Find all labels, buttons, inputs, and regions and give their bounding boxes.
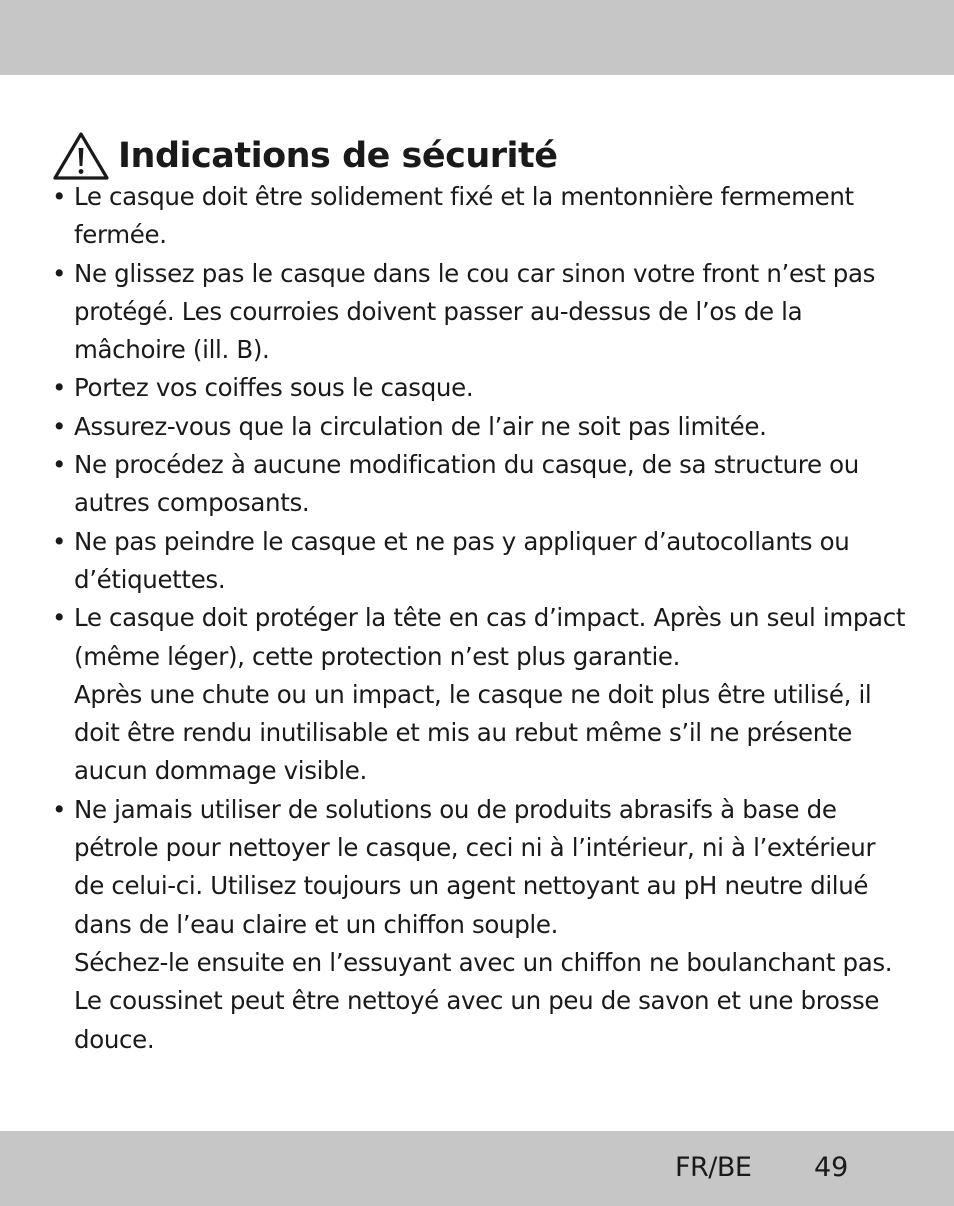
item-paragraph: Ne glissez pas le casque dans le cou car sinon votre front n’est pas protégé. Les courroies doivent passer au-dessus de l’os de la mâchoire (ill. B). (74, 258, 876, 365)
list-item (52, 599, 912, 790)
page-title: Indications de sécurité (118, 136, 558, 176)
top-band (0, 0, 954, 75)
bullet-icon: • (52, 373, 67, 403)
list-item (52, 178, 912, 255)
item-paragraph: Le casque doit être solidement fixé et la mentonnière fermement fermée. (74, 182, 854, 250)
bullet-icon: • (52, 411, 67, 441)
item-paragraph: Assurez-vous que la circulation de l’air ne soit pas limitée. (74, 411, 767, 441)
item-paragraph: Ne jamais utiliser de solutions ou de produits abrasifs à base de pétrole pour nettoyer le casque, ceci ni à l’intérieur, ni à l’extérieur de celui-ci. Utilisez toujours un agent nettoyant au pH neutre dilué dans de l’eau claire et un chiffon souple. (74, 794, 876, 939)
list-item (52, 369, 912, 407)
page-number: 49 (814, 1152, 849, 1183)
list-item (52, 255, 912, 370)
list-item (52, 791, 912, 1059)
bullet-icon: • (52, 603, 67, 633)
list-item (52, 408, 912, 446)
bullet-icon: • (52, 794, 67, 824)
safety-list (52, 178, 912, 1059)
item-paragraph: Portez vos coiffes sous le casque. (74, 373, 474, 403)
list-item (52, 446, 912, 523)
language-code: FR/BE (675, 1152, 752, 1183)
item-paragraph: Séchez-le ensuite en l’essuyant avec un chiffon ne boulanchant pas. Le coussinet peut être nettoyé avec un peu de savon et une brosse douce. (74, 947, 893, 1054)
item-paragraph: Ne pas peindre le casque et ne pas y appliquer d’autocollants ou d’étiquettes. (74, 526, 850, 594)
bullet-icon: • (52, 526, 67, 556)
bottom-band (0, 1131, 954, 1206)
bullet-icon: • (52, 258, 67, 288)
section-heading (52, 128, 558, 184)
list-item (52, 523, 912, 600)
bullet-icon: • (52, 450, 67, 480)
item-paragraph: Après une chute ou un impact, le casque ne doit plus être utilisé, il doit être rendu inutilisable et mis au rebut même s’il ne présente aucun dommage visible. (74, 679, 872, 786)
item-paragraph: Le casque doit protéger la tête en cas d’impact. Après un seul impact (même léger), cette protection n’est plus garantie. (74, 603, 906, 671)
bullet-icon: • (52, 182, 67, 211)
item-paragraph: Ne procédez à aucune modification du casque, de sa structure ou autres composants. (74, 450, 859, 518)
warning-triangle-icon (52, 131, 110, 181)
